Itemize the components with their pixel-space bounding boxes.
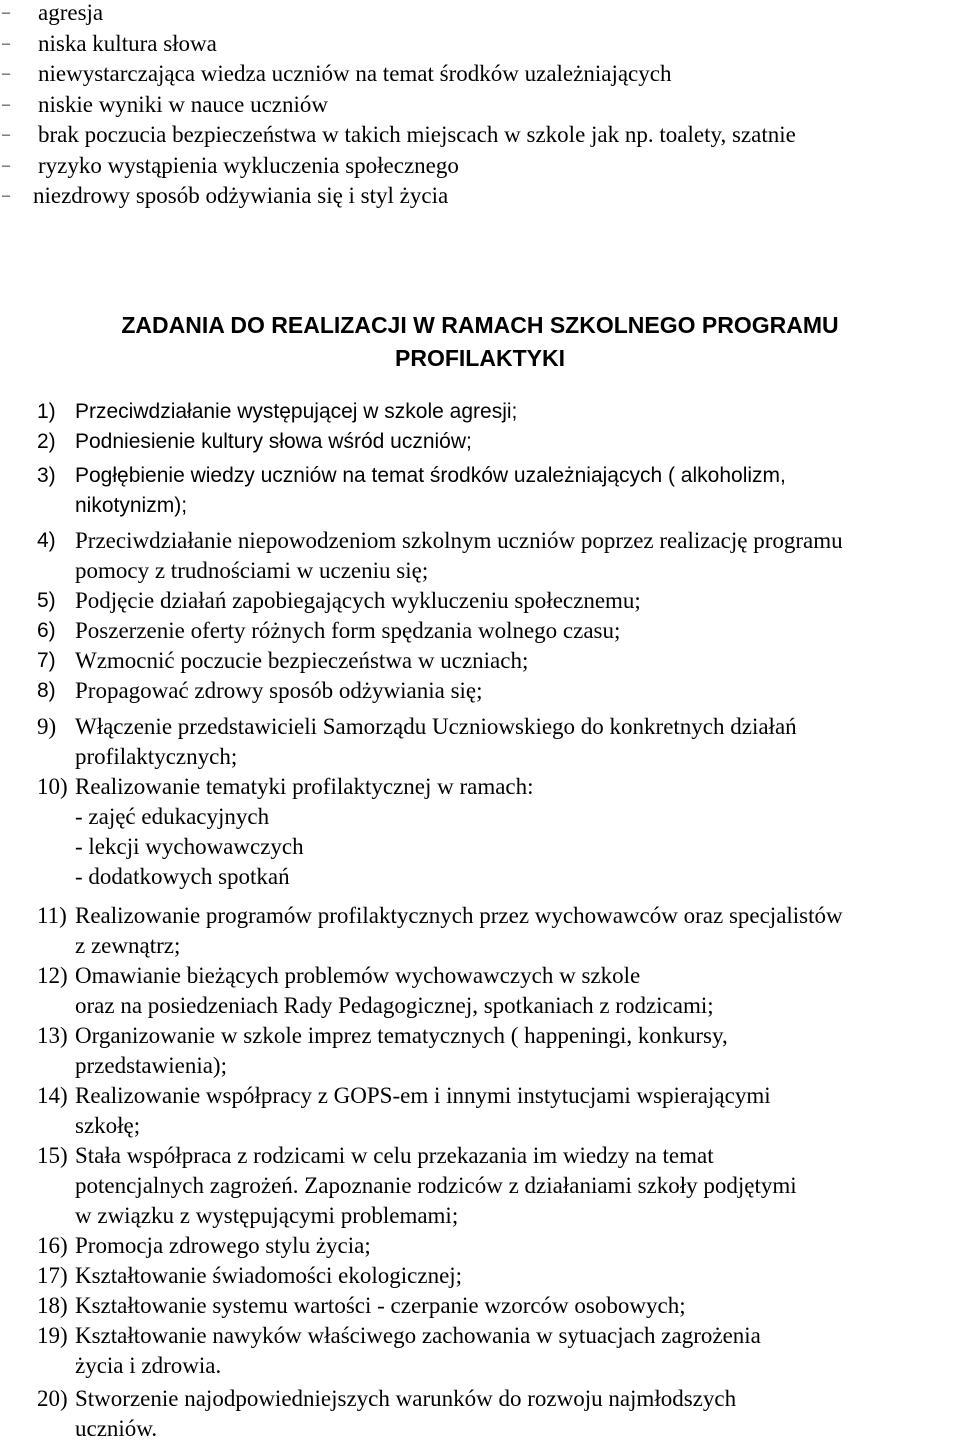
task-item (0, 1141, 960, 1231)
dash-bullet: – (2, 187, 10, 204)
task-number: 12) (37, 963, 68, 988)
task-item (0, 961, 960, 1021)
task-text: profilaktycznych; (75, 744, 238, 769)
task-item (0, 1291, 960, 1321)
task-text: Promocja zdrowego stylu życia; (75, 1233, 371, 1258)
task-text: Kształtowanie systemu wartości - czerpanie wzorców osobowych; (75, 1293, 686, 1318)
dash-bullet: – (2, 95, 10, 113)
task-number: 5) (37, 589, 56, 612)
task-text: Pogłębienie wiedzy uczniów na temat środków uzależniających ( alkoholizm, (75, 464, 786, 487)
task-text: Stworzenie najodpowiedniejszych warunków do rozwoju najmłodszych (75, 1386, 737, 1411)
task-text: Propagować zdrowy sposób odżywiania się; (75, 678, 483, 703)
list-item (0, 59, 960, 90)
task-number: 7) (37, 649, 56, 672)
task-text: pomocy z trudnościami w uczeniu się; (75, 558, 429, 583)
task-text: uczniów. (75, 1416, 158, 1441)
task-number: 20) (37, 1386, 68, 1411)
task-number: 4) (37, 529, 56, 552)
task-text: przedstawienia); (75, 1053, 227, 1078)
dash-bullet: – (2, 34, 10, 52)
task-item (0, 427, 960, 457)
task-number: 17) (37, 1263, 68, 1288)
list-item (0, 120, 960, 151)
list-item-text: niezdrowy sposób odżywiania się i styl życia (33, 183, 449, 208)
section-heading (0, 309, 960, 375)
task-number: 14) (37, 1083, 68, 1108)
list-item (0, 151, 960, 182)
task-list (0, 400, 960, 1441)
task-text: Organizowanie w szkole imprez tematycznych ( happeningi, konkursy, (75, 1023, 728, 1048)
risk-factor-list (0, 0, 960, 212)
task-item (0, 526, 960, 586)
task-item (0, 676, 960, 706)
task-text: Przeciwdziałanie występującej w szkole agresji; (75, 400, 518, 423)
task-text: życia i zdrowia. (75, 1353, 222, 1378)
task-subitem: - zajęć edukacyjnych (75, 804, 270, 829)
task-number: 1) (37, 400, 56, 423)
list-item-text: niska kultura słowa (38, 30, 217, 56)
task-number: 19) (37, 1323, 68, 1348)
task-item (0, 397, 960, 427)
task-subitem: - dodatkowych spotkań (75, 864, 290, 889)
task-text: Realizowanie współpracy z GOPS-em i innymi instytucjami wspierającymi (75, 1083, 771, 1108)
task-text: oraz na posiedzeniach Rady Pedagogicznej, spotkaniach z rodzicami; (75, 993, 714, 1018)
list-item (0, 29, 960, 60)
task-number: 18) (37, 1293, 68, 1318)
task-text: nikotynizm); (75, 494, 188, 517)
task-number: 8) (37, 679, 56, 702)
task-text: Przeciwdziałanie niepowodzeniom szkolnym uczniów poprzez realizację programu (75, 528, 843, 553)
task-text: Poszerzenie oferty różnych form spędzania wolnego czasu; (75, 618, 621, 643)
list-item-text: agresja (38, 0, 104, 25)
task-item (0, 712, 960, 772)
task-number: 13) (37, 1023, 68, 1048)
list-item (0, 0, 960, 29)
list-item-text: ryzyko wystąpienia wykluczenia społecznego (38, 152, 459, 178)
task-text: Kształtowanie świadomości ekologicznej; (75, 1263, 463, 1288)
heading-line: PROFILAKTYKI (395, 345, 565, 371)
task-number: 15) (37, 1143, 68, 1168)
task-text: Omawianie bieżących problemów wychowawczych w szkole (75, 963, 641, 988)
list-item-text: niskie wyniki w nauce uczniów (38, 91, 328, 117)
task-number: 3) (37, 464, 56, 487)
task-number: 9) (37, 714, 57, 739)
list-item (0, 181, 960, 212)
task-item (0, 772, 960, 892)
task-number: 16) (37, 1233, 68, 1258)
task-item (0, 1081, 960, 1141)
task-item (0, 1384, 960, 1444)
task-subitem: - lekcji wychowawczych (75, 834, 304, 859)
list-item-text: niewystarczająca wiedza uczniów na temat środków uzależniających (38, 61, 672, 86)
task-number: 6) (37, 619, 56, 642)
task-number: 2) (37, 430, 56, 453)
task-text: Kształtowanie nawyków właściwego zachowania w sytuacjach zagrożenia (75, 1323, 761, 1348)
task-text: Włączenie przedstawicieli Samorządu Uczniowskiego do konkretnych działań (75, 714, 797, 739)
task-item (0, 461, 960, 521)
task-item (0, 586, 960, 616)
task-text: Realizowanie programów profilaktycznych przez wychowawców oraz specjalistów (75, 903, 843, 928)
task-text: potencjalnych zagrożeń. Zapoznanie rodziców z działaniami szkoły podjętymi (75, 1173, 797, 1198)
dash-bullet: – (2, 65, 10, 82)
task-text: Stała współpraca z rodzicami w celu przekazania im wiedzy na temat (75, 1143, 714, 1168)
task-number: 10) (37, 774, 68, 799)
task-text: Podniesienie kultury słowa wśród uczniów; (75, 430, 472, 453)
task-text: Realizowanie tematyki profilaktycznej w ramach: (75, 774, 534, 799)
task-item (0, 1321, 960, 1381)
task-item (0, 901, 960, 961)
task-text: z zewnątrz; (75, 933, 181, 958)
task-text: Podjęcie działań zapobiegających wykluczeniu społecznemu; (75, 588, 641, 613)
task-item (0, 1261, 960, 1291)
list-item (0, 90, 960, 121)
task-number: 11) (37, 903, 67, 928)
task-text: w związku z występującymi problemami; (75, 1203, 459, 1228)
task-item (0, 646, 960, 676)
dash-bullet: – (2, 4, 10, 21)
heading-line: ZADANIA DO REALIZACJI W RAMACH SZKOLNEGO PROGRAMU (121, 312, 839, 338)
dash-bullet: – (2, 156, 10, 174)
task-item (0, 1021, 960, 1081)
list-item-text: brak poczucia bezpieczeństwa w takich miejscach w szkole jak np. toalety, szatnie (38, 122, 796, 147)
dash-bullet: – (2, 126, 10, 143)
task-text: Wzmocnić poczucie bezpieczeństwa w uczniach; (75, 648, 529, 673)
task-item (0, 1231, 960, 1261)
task-item (0, 616, 960, 646)
task-text: szkołę; (75, 1113, 141, 1138)
